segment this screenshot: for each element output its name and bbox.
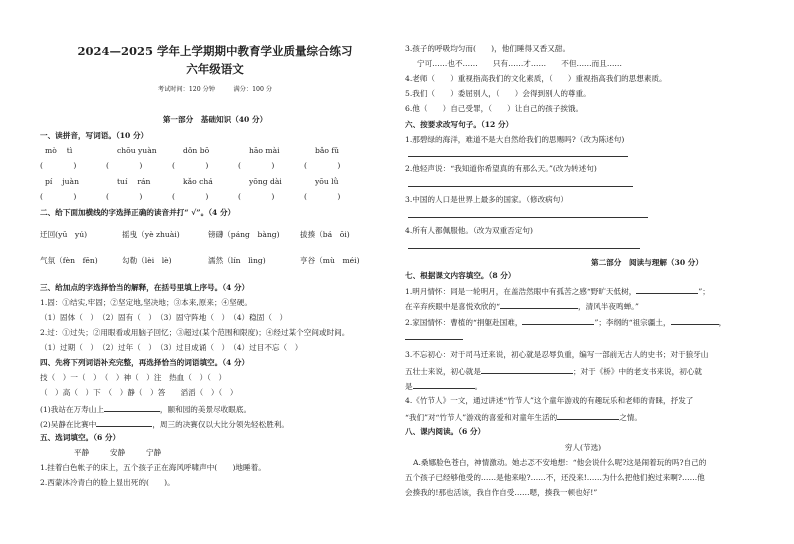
answer-blank[interactable]: ( ) (172, 192, 209, 201)
q4-line-1[interactable]: 技（ ）一（ ） （ ）神（ ）注 热血（ ）（ ） (40, 373, 227, 382)
exam-info: 考试时间：120 分钟 满分：100 分 (157, 86, 273, 93)
text: (2)吴静在比赛中 (40, 420, 97, 429)
pinyin: chōu yuàn (117, 146, 157, 155)
fill-blank[interactable] (104, 403, 160, 412)
text: “我们”对“竹节人”游戏的喜爱和对童年生活的 (405, 413, 558, 422)
q5-heading: 五、选词填空。（6 分） (40, 433, 121, 442)
q7-line-4 (405, 331, 463, 342)
blank-row-2 (40, 192, 340, 201)
answer-blank[interactable]: ( ) (106, 161, 143, 170)
word-option: 宁静 (146, 448, 162, 457)
exam-title: 2024—2025 学年上学期期中教育学业质量综合练习 (77, 44, 353, 58)
q3-line-2[interactable]: （1）固体（ ） （2）固有（ ） （3）固守阵地（ ） （4）稳固（ ） (40, 313, 288, 322)
q6-heading: 六、按要求改写句子。（12 分） (405, 120, 514, 129)
fill-blank[interactable] (405, 331, 463, 340)
answer-blank[interactable]: ( ) (238, 161, 275, 170)
q5-line-5[interactable]: 5.我们（ ）委屈别人，（ ）会得到别人的尊重。 (405, 89, 591, 98)
q7-line-9 (405, 411, 642, 422)
q7-line-5: 3.不忘初心：对于司马迁来说，初心就是忍辱负重，编写一部前无古人的史书；对于狼牙山 (405, 350, 709, 359)
answer-blank[interactable]: ( ) (304, 192, 341, 201)
q6-sentence-2: 2.他轻声说：“我知道你希望真的有那么天。”(改为转述句) (405, 164, 597, 173)
q5-line-1[interactable]: 1.挂着白色帐子的床上，五个孩子正在海风呼啸声中( )地睡着。 (40, 463, 266, 472)
text: 在辛弃疾眼中是喜悦欢欣的“ (405, 302, 501, 311)
pinyin: yōng dài (249, 177, 282, 186)
q4-line-2[interactable]: （ ）高（ ）下 （ ）静（ ）答 滔滔（ ）（ ） (40, 388, 238, 397)
pinyin: bǎo fǔ (315, 146, 340, 155)
passage-line-1: A.桑娜脸色苍白，神情激动。她忐忑不安地想：“他会说什么呢?这是闹着玩的吗?自己的 (413, 458, 707, 467)
fill-blank[interactable] (671, 316, 719, 325)
reading-choice[interactable]: 勾勒（lèi lè) (122, 256, 172, 265)
pinyin-row-2 (45, 177, 339, 186)
text: ，清风半夜鸣蝉。” (578, 302, 639, 311)
q3-line-3: 2.过：①过失；②用眼看或用脑子回忆；③超过(某个范围和限度)；④经过某个空间或时间。 (40, 328, 350, 337)
pinyin: hāo mài (249, 146, 280, 155)
q6-sentence-1: 1.那碧绿的海洋，难道不是大自然给我们的思赐吗?（改为陈述句) (405, 135, 625, 144)
q4-line-3 (40, 403, 251, 414)
text: (1)我站在万寿山上 (40, 405, 104, 414)
pinyin: dǒn bō (183, 146, 210, 155)
text: 。 (474, 382, 483, 391)
text: ， (718, 318, 727, 327)
q2-row-1 (40, 230, 350, 239)
fill-blank[interactable] (413, 380, 475, 389)
word-option: 平静 (74, 448, 90, 457)
answer-blank[interactable]: ( ) (40, 192, 77, 201)
answer-blank[interactable]: ( ) (238, 192, 275, 201)
answer-line[interactable] (408, 156, 628, 157)
text: ，周三的决赛仅以大比分领先轻松胜利。 (152, 420, 290, 429)
q7-line-2 (405, 300, 639, 311)
reading-choice[interactable]: 摇曳（yè zhuài) (122, 230, 180, 239)
fill-blank[interactable] (557, 411, 619, 420)
answer-blank[interactable]: ( ) (172, 161, 209, 170)
q5-line-6[interactable]: 6.他（ ）自己受罪，（ ）让自己的孩子挨饿。 (405, 104, 584, 113)
q7-line-1 (405, 285, 710, 296)
fill-blank[interactable] (96, 418, 152, 427)
text: ”； (698, 287, 710, 296)
q3-heading: 三、给加点的字选择恰当的解释，在括号里填上序号。（4 分） (40, 283, 250, 292)
q6-sentence-3: 3.中国的人口是世界上最多的国家。（修改病句） (405, 195, 568, 204)
passage-line-2: 五个孩子已经够他受的……是他来啦?……不，还没来!……为什么把他们抱过来啊?……他 (405, 473, 705, 482)
q5-line-4[interactable]: 4.老师（ ）重视指高我们的文化素质，（ ）重视指高我们的思想素质。 (405, 74, 667, 83)
pinyin: pí juàn (45, 177, 79, 186)
reading-choice[interactable]: 拔揍（bá ōi) (300, 230, 350, 239)
q4-heading: 四、先将下列词语补充完整，再选择恰当的词语填空。（4 分） (40, 358, 250, 367)
pinyin-row-1 (45, 146, 339, 155)
passage-title: 穷人(节选) (564, 443, 602, 452)
q7-heading: 七、根据课文内容填空。（8 分） (405, 271, 516, 280)
reading-choice[interactable]: 亨谷（mù méi) (300, 256, 360, 265)
q2-heading: 二、给下面加横线的字选择正确的读音并打“ √”。（4 分） (40, 208, 236, 217)
text: ；对于《桥》中的老支书来说，初心就 (572, 367, 703, 376)
reading-choice[interactable]: 镑礴（páng bàng) (208, 230, 280, 239)
text: ”；李纲的“祖宗疆土， (594, 318, 671, 327)
text: 1.明月情怀：同是一轮明月，在盖浩然眼中有孤苦之感“野旷天低树， (405, 287, 637, 296)
text: 五壮士来说，初心就是 (405, 367, 481, 376)
blank-row-1 (40, 161, 340, 170)
q7-line-6 (405, 365, 702, 376)
passage-line-3: 会揍我的!那也活该，我自作自受……嗯，揍我一顿也好!” (405, 488, 598, 497)
q2-row-2 (40, 256, 360, 265)
reading-choice[interactable]: 迁回(yū yú) (40, 230, 88, 239)
fill-blank[interactable] (481, 365, 573, 374)
q5-options (74, 448, 161, 457)
q8-heading: 八、课内阅读。（6 分） (405, 427, 486, 436)
word-option: 安静 (110, 448, 126, 457)
reading-choice[interactable]: 气氛（fèn fēn) (40, 256, 98, 265)
part2-heading: 第二部分 阅读与理解（30 分） (591, 258, 703, 267)
text: 是 (405, 382, 413, 391)
answer-line[interactable] (408, 186, 633, 187)
answer-blank[interactable]: ( ) (106, 192, 143, 201)
fill-blank[interactable] (500, 300, 578, 309)
text: 2.家国情怀：曹植的“捐躯赴国难， (405, 318, 523, 327)
part1-heading: 第一部分 基础知识（40 分） (162, 115, 268, 124)
q5-line-2[interactable]: 2.西蒙沐冷青白的脸上显出死的( )。 (40, 478, 175, 487)
q7-line-3 (405, 316, 726, 327)
fill-blank[interactable] (636, 285, 698, 294)
q7-line-8: 4.《竹节人》一文，通过讲述“竹节人”这个童年游戏的有趣玩乐和老师的青睐，抒发了 (405, 396, 694, 405)
q1-heading: 一、读拼音，写词语。（10 分） (40, 131, 149, 140)
answer-blank[interactable]: ( ) (304, 161, 341, 170)
q3-line-4[interactable]: （1）过期（ ） （2）过年（ ） （3）过目成诵（ ） （4）过目不忘（ ） (40, 343, 303, 352)
answer-line[interactable] (408, 248, 640, 249)
answer-blank[interactable]: ( ) (40, 161, 77, 170)
pinyin: mò tì (45, 146, 73, 155)
q6-sentence-4: 4.所有人都佩服他。（改为双重否定句) (405, 226, 533, 235)
pinyin: tuí rán (117, 177, 151, 186)
q3-line-1: 1.固：①结实,牢固；②坚定地,坚决地；③本来,原来；④坚硬。 (40, 298, 252, 307)
exam-subtitle: 六年级语文 (186, 62, 244, 76)
text: ，颐和园的美景尽收眼底。 (159, 405, 252, 414)
reading-choice[interactable]: 濡然（lín lìng) (208, 256, 266, 265)
pinyin: kǎo chá (183, 177, 213, 186)
fill-blank[interactable] (522, 316, 594, 325)
answer-line[interactable] (408, 217, 648, 218)
q5-line-3[interactable]: 3.孩子的呼吸均匀而( )，他们睡得又香又甜。 (405, 44, 571, 53)
text: 之情。 (619, 413, 642, 422)
pinyin: yōu lǜ (315, 177, 339, 186)
q7-line-7 (405, 380, 482, 391)
q4-line-4 (40, 418, 289, 429)
q5-hint: 宁可……也不…… 只有……才…… 不但……而且…… (417, 59, 623, 68)
